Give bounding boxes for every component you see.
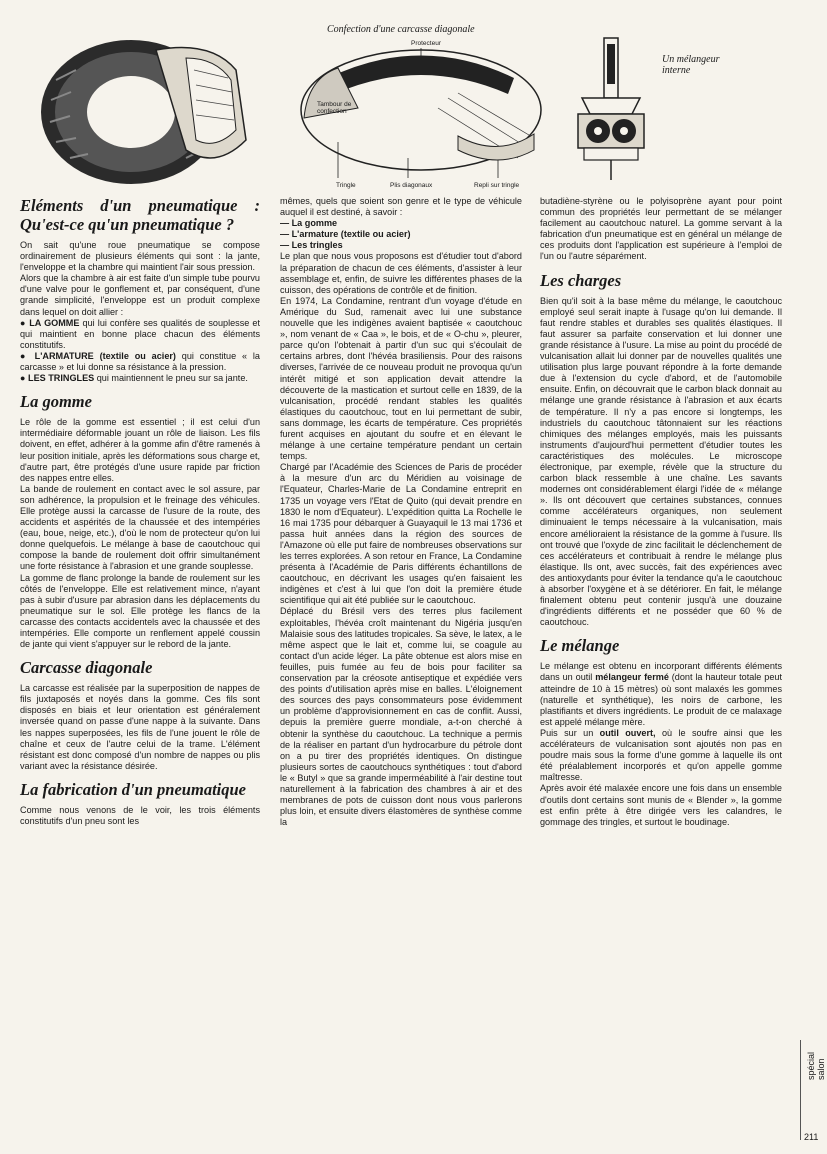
paragraph: Comme nous venons de le voir, les trois éléments constitutifs d'un pneu sont les	[20, 804, 260, 827]
list-item: ● LA GOMME qui lui confère ses qualités de souplesse et qui maintient en bonne place chacun des éléments constitutifs.	[20, 318, 260, 351]
paragraph: Après avoir été malaxée encore une fois dans un ensemble d'outils dont certains sont munis de « Blender », la gomme est enfin prête à être dirigée vers les calandres, le gommage des tringles, et surtout le boudinage.	[540, 783, 782, 827]
side-tag: spécial salon	[806, 1051, 826, 1080]
elements-list	[280, 218, 522, 251]
column-1	[20, 196, 260, 827]
label-tambour: Tambour de confection	[317, 101, 352, 115]
list-item: — Les tringles	[280, 240, 522, 251]
list-item: — La gomme	[280, 218, 522, 229]
paragraph: Alors que la chambre à air est faite d'un simple tube pourvu d'une valve pour le gonflement et, par conséquent, d'une grande simplicité, l'enveloppe est un produit complexe dans lequel on doit allier :	[20, 273, 260, 317]
page-number: 211	[804, 1132, 819, 1142]
side-rule	[800, 1040, 801, 1140]
label-plis: Plis diagonaux	[390, 182, 433, 189]
figure-caption-mixer: Un mélangeur interne	[662, 54, 720, 76]
list-item: ● L'ARMATURE (textile ou acier) qui constitue « la carcasse » et lui donne sa résistance à la pression.	[20, 351, 260, 373]
paragraph: Le mélange est obtenu en incorporant différents éléments dans un outil mélangeur fermé (dont la hauteur totale peut atteindre de 10 à 15 mètres) où sont malaxés les gommes (naturelle et synthétique), les noirs de carbone, les plastifiants et divers ingrédients. Le produit de ce malaxage est appelé mélange mère.	[540, 661, 782, 727]
paragraph: On sait qu'une roue pneumatique se compose ordinairement de plusieurs éléments qui sont : la jante, l'enveloppe et la chambre qui maintient l'air sous pression.	[20, 240, 260, 273]
paragraph: Bien qu'il soit à la base même du mélange, le caoutchouc employé seul serait inapte à l'usage qu'on lui demande. Il faut rendre stables et durables ses qualités élastiques. Il faut assurer sa parfaite conservation et lui donner une grande résistance à l'usure. La mise au point du procédé de vulcanisation allait lui donner par de nouvelles qualités une utilisation plus large pouvant répondre à la forte demande due à l'extension du cycle d'abord, et de l'automobile ensuite. Enfin, on découvrait que le carbon black donnait au mélange une grande résistance à l'abrasion et aux écarts de température. Il n'y a pas encore si longtemps, les industriels du caoutchouc tâtonnaient sur les réactions chimiques des mélanges employés, mais les puissants instruments d'aujourd'hui permettent d'étudier toutes les caractéristiques des molécules. Le microscope électronique, par exemple, révèle que la structure du carbon black ressemble à une chaîne. Les savants modernes ont considérablement élargi l'idée de « mélange ». Ils ont découvert que certaines substances, connues comme accélérateurs organiques, non seulement diminuaient le temps nécessaire à la vulcanisation, mais encore amélioraient la résistance de la gomme à l'usure. Ils ont trouvé que l'oxyde de zinc facilitait le déclenchement de ces accélérateurs et contribuait à rendre le mélange plus élastique. Ils ont, avec succès, fait des expériences avec des antioxydants pour éviter la tendance qu'a le caoutchouc à absorber l'oxygène et à se détériorer. En fait, le mélange finalement obtenu peut contenir jusqu'à une douzaine d'ingrédients différents et ne posséder que 60 % de caoutchouc.	[540, 295, 782, 628]
heading-carcasse: Carcasse diagonale	[20, 658, 153, 678]
paragraph: En 1974, La Condamine, rentrant d'un voyage d'étude en Amérique du Sud, ramenait avec lui une substance nouvelle que les indigènes avaient baptisée « caoutchouc », nom venant de « Caa », le bois, et de « O-chu », pleurer, parce qu'on l'obtenait à partir d'un suc qui s'écoulait de certains arbres, dont l'hévéa brasiliensis. Pour des raisons diverses, l'arrivée de ce nouveau produit ne provoqua qu'un intérêt mitigé et son application devait attendre la découverte de la mastication et surtout celle en 1839, de la vulcanisation, procédé rendant stables les qualités élastiques du caoutchouc, tout en lui permettant de subir, sans dommage, les écarts de température. Ces propriétés furent acquises en ajoutant du soufre et en élevant le mélange à une certaine température pendant un certain temps.	[280, 295, 522, 462]
paragraph: La carcasse est réalisée par la superposition de nappes de fils juxtaposés et noyés dans la gomme. Ces fils sont disposés en biais et leur orientation est généralement inversée quand on passe d'une nappe à la suivante. Dans les nappes superposées, les fils de l'une jouent le rôle de chaîne et ceux de l'autre celui de la trame. L'élément résistant est donc composé d'un nombre de nappes ou plis variant avec la résistance désirée.	[20, 683, 260, 771]
list-item: ● LES TRINGLES qui maintiennent le pneu sur sa jante.	[20, 373, 260, 384]
column-2	[280, 196, 522, 828]
internal-mixer-diagram	[570, 34, 654, 184]
column-3	[540, 196, 782, 828]
paragraph: La bande de roulement en contact avec le sol assure, par son adhérence, la propulsion et le freinage des véhicules. Elle protège aussi la carcasse de l'usure de la route, des accidents et aspérités de la chaussée et des intempéries (eau, boue, neige, etc.), d'où le nom de protecteur qu'on lui donne quelquefois. Le mélange à base de caoutchouc qui compose la bande de roulement doit offrir simultanément une forte résistance à l'abrasion et une grande souplesse.	[20, 483, 260, 572]
paragraph: Déplacé du Brésil vers des terres plus facilement exploitables, l'hévéa croît maintenant du Nigéria jusqu'en Malaisie sous des latitudes tropicales. Sa sève, le latex, a le même aspect que le lait et, comme lui, se coagule au contact d'un acide léger. La pâte obtenue est alors mise en feuilles, puis fumée au feu de bois pour faciliter sa conservation par la créosote antiseptique et expédiée vers des points d'utilisation après mise en balles. L'éloignement des sources des pays consommateurs pose évidemment un problème d'approvisionnement en cas de conflit. Aussi, depuis la première guerre mondiale, a-t-on cherché à obtenir la synthèse du caoutchouc. La technique a permis de la réaliser en partant d'un hydrocarbure du pétrole dont on a pu tirer des propriétés identiques. On distingue plusieurs sortes de caoutchoucs synthétiques : tout d'abord le « Butyl » que sa grande imperméabilité à l'air destine tout naturellement à la fabrication des chambres à air et des membranes de pots de cuisson dont nous vous parlerons plus loin, et ensuite divers élastomères de synthèse comme la	[280, 606, 522, 828]
list-item: — L'armature (textile ou acier)	[280, 229, 522, 240]
paragraph: Le rôle de la gomme est essentiel ; il est celui d'un intermédiaire déformable jouant un rôle de liaison. Les fils doivent, en effet, adhérer à la gomme afin d'être ramenés à leur position initiale, après les déformations sous charge et, d'autre part, être protégés d'une usure rapide par friction des nappes entre elles.	[20, 417, 260, 483]
figure-caption-carcass: Confection d'une carcasse diagonale	[327, 24, 475, 35]
paragraph: mêmes, quels que soient son genre et le type de véhicule auquel il est destiné, à savoir :	[280, 196, 522, 218]
heading-melange: Le mélange	[540, 636, 620, 656]
label-protecteur: Protecteur	[411, 40, 441, 47]
paragraph: butadiène-styrène ou le polyisoprène ayant pour point commun des propriétés leur permettant de se mélanger facilement au caoutchouc naturel. La gomme servant à la fabrication d'un pneumatique est en général un mélange de ces produits dont l'application est supérieure à l'emploi de l'un ou l'autre séparément.	[540, 196, 782, 262]
paragraph: Le plan que nous vous proposons est d'étudier tout d'abord la préparation de chacun de ces éléments, d'assister à leur assemblage et, enfin, de suivre les différentes phases de la cuisson, des opérations de contrôle et de finition.	[280, 251, 522, 295]
components-list	[20, 318, 260, 385]
label-repli: Repli sur tringle	[474, 182, 520, 189]
heading-gomme: La gomme	[20, 392, 92, 412]
paragraph: Puis sur un outil ouvert, où le soufre ainsi que les accélérateurs de vulcanisation sont ajoutés non pas en poudre mais sous la forme d'une gomme à laquelle ils ont été préalablement incorporés et qu'on appelle gomme maîtresse.	[540, 727, 782, 783]
heading-charges: Les charges	[540, 270, 622, 290]
paragraph: La gomme de flanc prolonge la bande de roulement sur les côtés de l'enveloppe. Elle est relativement mince, n'ayant pas à subir d'usure par abrasion dans les déplacements du pneumatique sur le sol. Elle protège les flancs de la carcasse des contacts accidentels avec la chaussée et des intempéries. Elle comporte un renflement appelé coussin de jante qui vient s'appuyer sur le rebord de la jante.	[20, 572, 260, 650]
tire-cutaway-illustration	[36, 30, 272, 186]
heading-elements: Eléments d'un pneumatique : Qu'est-ce qu'un pneumatique ?	[20, 196, 260, 234]
heading-fabrication: La fabrication d'un pneumatique	[20, 779, 246, 799]
carcass-drum-diagram	[298, 38, 544, 194]
paragraph: Chargé par l'Académie des Sciences de Paris de procéder à la mesure d'un arc du Méridien au voisinage de l'Equateur, Charles-Marie de La Condamine entreprit en 1735 un voyage vers l'Etat de Quito (qui devait prendre en 1830 le nom d'Equateur). L'expédition quitta La Rochelle le 16 mai 1735 pour débarquer à Guayaquil le 13 mai 1736 et passa huit années dans la région des sources de l'Amazone où elle put faire de nombreuses observations sur les terres explorées. A son retour en France, La Condamine présenta à l'Académie de Paris différents échantillons de caoutchouc, en décrivant les usages qu'en faisaient les indigènes et c'est à lui que l'on doit la première étude scientifique qui ait été publiée sur le caoutchouc.	[280, 462, 522, 606]
label-tringle: Tringle	[336, 182, 356, 189]
